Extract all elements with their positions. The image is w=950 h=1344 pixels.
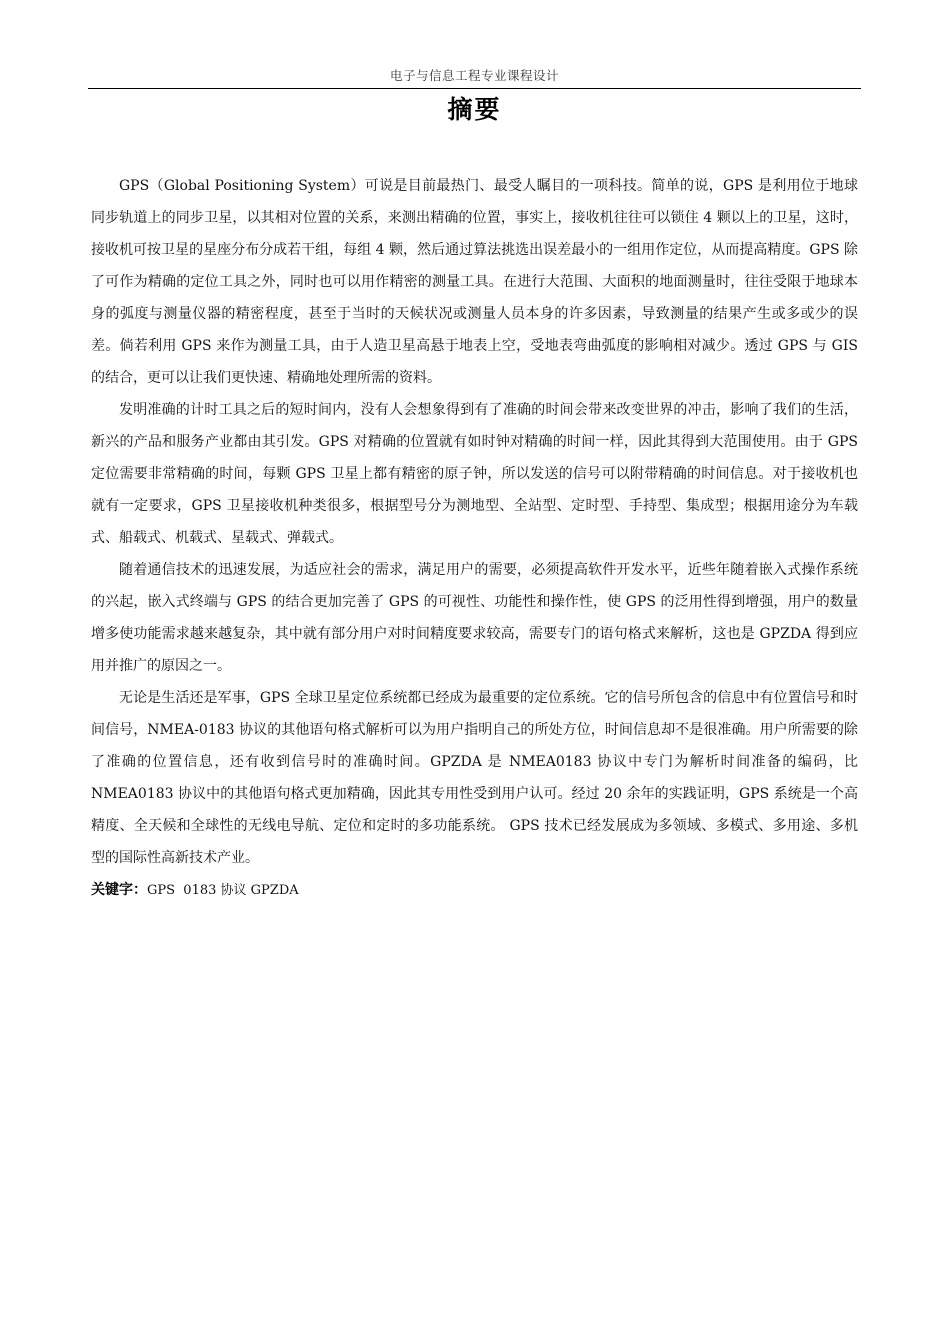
abstract-paragraph-3: 随着通信技术的迅速发展，为适应社会的需求，满足用户的需要，必须提高软件开发水平，近些年随着嵌入式操作系统的兴起，嵌入式终端与 GPS 的结合更加完善了 GPS 的可视性、功能性和操作性，使 GPS 的泛用性得到增强，用户的数量增多使功能需求越来越复杂，其中就有部分用户对时间精度要求较高，需要专门的语句格式来解析，这也是 GPZDA 得到应用并推广的原因之一。 (91, 562, 858, 674)
keywords-value: GPS 0183 协议 GPZDA (147, 883, 299, 898)
keywords-label: 关键字： (91, 882, 147, 898)
running-header: 电子与信息工程专业课程设计 (389, 68, 559, 83)
page-title: 摘要 (447, 95, 502, 124)
abstract-body (91, 170, 858, 907)
abstract-paragraph-1: GPS（Global Positioning System）可说是目前最热门、最受人瞩目的一项科技。简单的说，GPS 是利用位于地球同步轨道上的同步卫星，以其相对位置的关系，来测出精确的位置，事实上，接收机往往可以锁住 4 颗以上的卫星，这时，接收机可按卫星的星座分布分成若干组，每组 4 颗，然后通过算法挑选出误差最小的一组用作定位，从而提高精度。GPS 除了可作为精确的定位工具之外，同时也可以用作精密的测量工具。在进行大范围、大面积的地面测量时，往往受限于地球本身的弧度与测量仪器的精密程度，甚至于当时的天候状况或测量人员本身的许多因素，导致测量的结果产生或多或少的误差。倘若利用 GPS 来作为测量工具，由于人造卫星高悬于地表上空，受地表弯曲弧度的影响相对减少。透过 GPS 与 GIS 的结合，更可以让我们更快速、精确地处理所需的资料。 (91, 178, 858, 386)
abstract-paragraph-2: 发明准确的计时工具之后的短时间内，没有人会想象得到有了准确的时间会带来改变世界的冲击，影响了我们的生活，新兴的产品和服务产业都由其引发。GPS 对精确的位置就有如时钟对精确的时间一样，因此其得到大范围使用。由于 GPS 定位需要非常精确的时间，每颗 GPS 卫星上都有精密的原子钟，所以发送的信号可以附带精确的时间信息。对于接收机也就有一定要求，GPS 卫星接收机种类很多，根据型号分为测地型、全站型、定时型、手持型、集成型；根据用途分为车载式、船载式、机载式、星载式、弹载式。 (91, 402, 858, 546)
header-divider (88, 88, 861, 89)
keywords-line (91, 874, 858, 907)
abstract-paragraph-4: 无论是生活还是军事，GPS 全球卫星定位系统都已经成为最重要的定位系统。它的信号所包含的信息中有位置信号和时间信号，NMEA-0183 协议的其他语句格式解析可以为用户指明自己的所处方位，时间信息却不是很准确。用户所需要的除了准确的位置信息，还有收到信号时的准确时间。GPZDA 是 NMEA0183 协议中专门为解析时间准备的编码，比 NMEA0183 协议中的其他语句格式更加精确，因此其专用性受到用户认可。经过 20 余年的实践证明，GPS 系统是一个高精度、全天候和全球性的无线电导航、定位和定时的多功能系统。 GPS 技术已经发展成为多领域、多模式、多用途、多机型的国际性高新技术产业。 (91, 690, 858, 866)
